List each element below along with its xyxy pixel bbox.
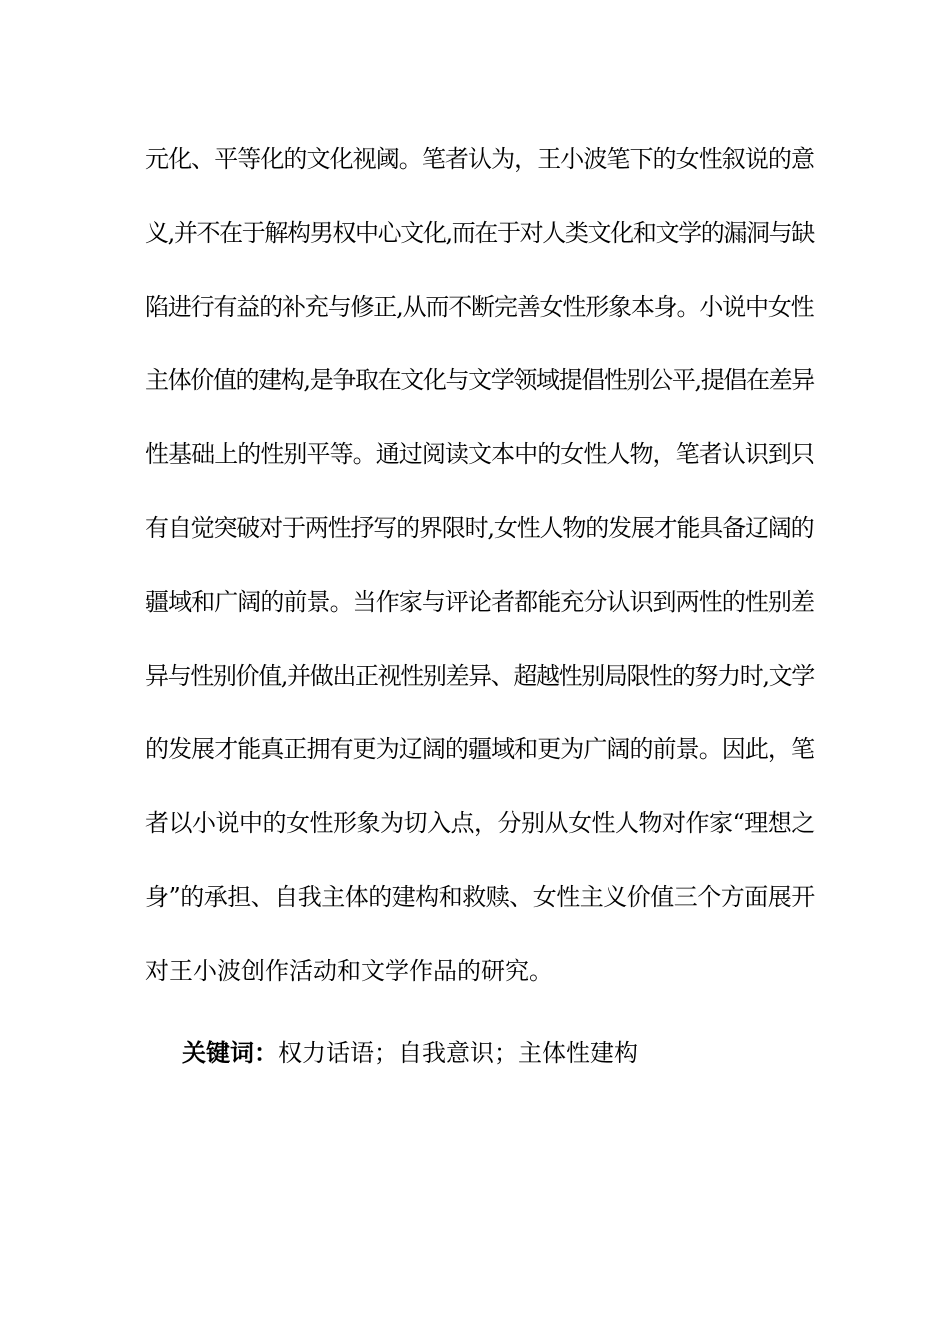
paragraph-line: 者以小说中的女性形象为切入点，分别从女性人物对作家“理想之 — [145, 809, 815, 838]
paragraph-line: 义,并不在于解构男权中心文化,而在于对人类文化和文学的漏洞与缺 — [145, 218, 814, 247]
paragraph-line: 元化、平等化的文化视阈。笔者认为，王小波笔下的女性叙说的意 — [145, 145, 815, 173]
paragraph-line: 陷进行有益的补充与修正,从而不断完善女性形象本身。小说中女性 — [145, 292, 814, 321]
paragraph-line: 主体价值的建构,是争取在文化与文学领域提倡性别公平,提倡在差异 — [145, 366, 814, 395]
paragraph-line: 身”的承担、自我主体的建构和救赎、女性主义价值三个方面展开 — [145, 882, 815, 911]
abstract-paragraph — [145, 130, 815, 1016]
paragraph-line: 有自觉突破对于两性抒写的界限时,女性人物的发展才能具备辽阔的 — [145, 513, 814, 542]
paragraph-line: 对王小波创作活动和文学作品的研究。 — [145, 956, 553, 985]
paragraph-line: 疆域和广阔的前景。当作家与评论者都能充分认识到两性的性别差 — [145, 587, 815, 616]
paragraph-line: 异与性别价值,并做出正视性别差异、超越性别局限性的努力时,文学 — [145, 661, 814, 690]
keywords-text: 权力话语；自我意识；主体性建构 — [278, 1039, 638, 1067]
keywords-line — [182, 1026, 638, 1080]
paragraph-line: 的发展才能真正拥有更为辽阔的疆域和更为广阔的前景。因此，笔 — [145, 735, 815, 764]
keywords-label: 关键词： — [182, 1038, 278, 1067]
paragraph-line: 性基础上的性别平等。通过阅读文本中的女性人物，笔者认识到只 — [145, 440, 815, 469]
